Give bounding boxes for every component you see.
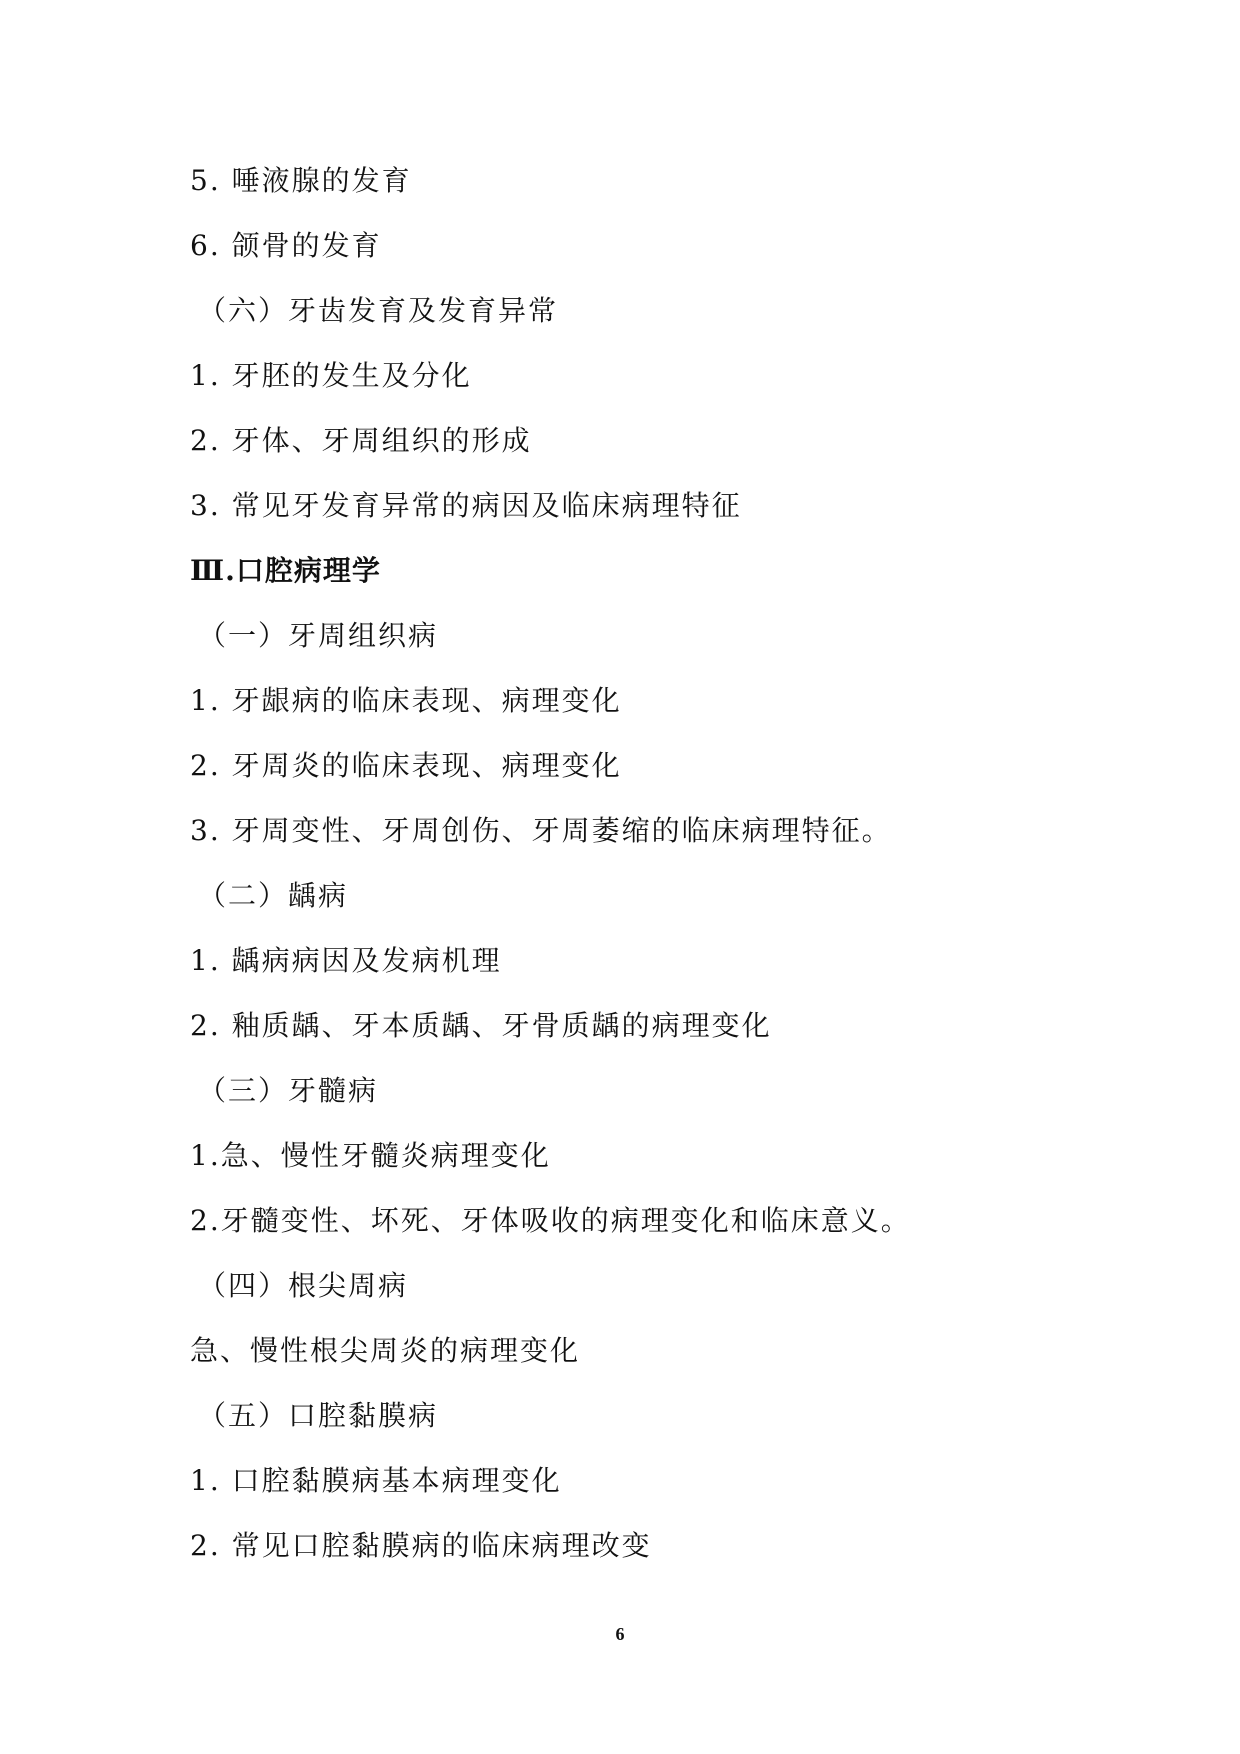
item-tooth-periodontal-formation: 2. 牙体、牙周组织的形成 (190, 424, 532, 457)
item-periodontal-degeneration: 3. 牙周变性、牙周创伤、牙周萎缩的临床病理特征。 (190, 814, 892, 847)
section-periodontal-disease: （一）牙周组织病 (198, 619, 439, 652)
item-pulpitis: 1.急、慢性牙髓炎病理变化 (190, 1139, 551, 1172)
item-salivary-gland-development: 5. 唾液腺的发育 (190, 164, 412, 197)
item-jaw-development: 6. 颌骨的发育 (190, 229, 382, 262)
item-caries-etiology: 1. 龋病病因及发病机理 (190, 944, 502, 977)
item-periodontitis: 2. 牙周炎的临床表现、病理变化 (190, 749, 622, 782)
chapter-oral-pathology-heading: Ⅲ.口腔病理学 (190, 554, 381, 587)
item-gingival-disease: 1. 牙龈病的临床表现、病理变化 (190, 684, 622, 717)
item-mucosal-basic-pathology: 1. 口腔黏膜病基本病理变化 (190, 1464, 562, 1497)
section-oral-mucosal-disease: （五）口腔黏膜病 (198, 1399, 439, 1432)
section-pulp-disease: （三）牙髓病 (198, 1074, 379, 1107)
section-tooth-development: （六）牙齿发育及发育异常 (198, 294, 559, 327)
section-dental-caries: （二）龋病 (198, 879, 349, 912)
item-pulp-degeneration: 2.牙髓变性、坏死、牙体吸收的病理变化和临床意义。 (190, 1204, 911, 1237)
item-caries-pathology: 2. 釉质龋、牙本质龋、牙骨质龋的病理变化 (190, 1009, 772, 1042)
item-tooth-development-anomalies: 3. 常见牙发育异常的病因及临床病理特征 (190, 489, 742, 522)
section-periapical-disease: （四）根尖周病 (198, 1269, 409, 1302)
item-periapical-periodontitis: 急、慢性根尖周炎的病理变化 (190, 1334, 581, 1367)
item-mucosal-clinical-pathology: 2. 常见口腔黏膜病的临床病理改变 (190, 1529, 652, 1562)
page-number: 6 (615, 1624, 625, 1644)
item-tooth-germ: 1. 牙胚的发生及分化 (190, 359, 472, 392)
